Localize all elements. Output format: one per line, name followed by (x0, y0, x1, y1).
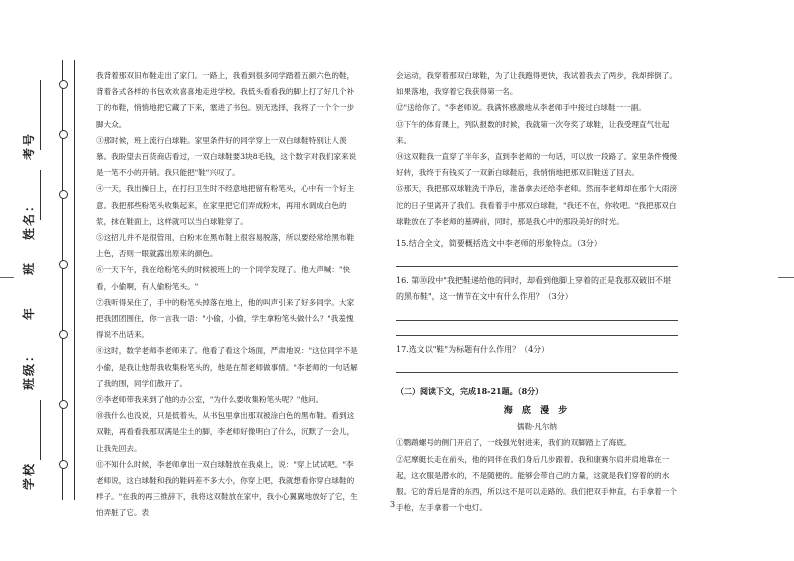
story-paragraph: ⑩我什么也没说，只是低着头，从书包里拿出那双被涂白色的黑布鞋。看到这双鞋，再看看我那双满是尘土的脚，李老师好像明白了什么，沉默了一会儿，让我先回去。 (96, 411, 355, 453)
story-paragraph: ⑬下午的体育课上，列队报数的时候，我就第一次夸奖了球鞋，让我受理直气壮起来。 (396, 119, 670, 145)
story-paragraph: ⑮那天，我把那双球鞋洗干净后，准备拿去还给李老师。然而李老师却在那个大雨滂沱的日子里离开了我们。我看着手中那双白球鞋，"我还不在，你收吧。"我把那双白球鞋放在了李老师的墓碑前，同时，那是我心中的那段美好的时光。 (396, 184, 677, 226)
scan-mark-right (778, 277, 794, 278)
answer-line[interactable] (396, 320, 678, 321)
story-paragraph: ④一天，我出操日上，在打扫卫生时不经意地把留有粉笔头，心中有一个好主意。我把那些粉笔头收集起来，在家里把它们弄成粉末，再用水调成白色的浆，抹在鞋面上，这样就可以当白球鞋穿了。 (96, 184, 355, 226)
story-paragraph: ⑨李老师带我来到了他的办公室，"为什么要收集粉笔头呢？"他问。 (96, 395, 324, 405)
binding-hole (59, 130, 68, 139)
story-paragraph: ⑥一天下午，我在给粉笔头的时候被班上的一个同学发现了。他大声喊："快看，小偷啊，有人偷粉笔头。" (96, 265, 351, 291)
name-label: 姓名： (22, 197, 36, 240)
reading-paragraph: ①鹦鹉螺号的侧门开启了，一线强光射进来，我们的双脚踏上了海底。 (396, 438, 632, 448)
story-paragraph: ⑭这双鞋我一直穿了半年多，直到李老师的一句话，可以放一段路了。家里条件慢慢好转，我终于有钱买了一双新白球鞋后，我悄悄地把那双旧鞋送了回去。 (396, 152, 677, 178)
exam-number-blank[interactable] (40, 80, 41, 150)
question-17: 17.选文以"鞋"为标题有什么作用？（4分） (396, 344, 550, 354)
page-number: 3 (390, 500, 396, 509)
story-paragraph: 会运动，我穿着那双白球鞋，为了让我跑得更快，我试着我去了两步，我却摔倒了。如果落地，我穿着它我获得第一名。 (396, 71, 677, 97)
answer-line[interactable] (396, 372, 678, 373)
answer-line[interactable] (396, 335, 678, 336)
question-16: 16. 第⑩段中"我把鞋递给他的同时，却看到他脚上穿着的正是我那双破旧不堪的黑布鞋"，这一情节在文中有什么作用？（3分） (396, 276, 671, 302)
story-paragraph: ⑪不知什么时候，李老师拿出一双白球鞋放在我桌上，说："穿上试试吧。"李老师说，这白球鞋和我的鞋码差不多大小，你穿上吧，我就想看你穿白球鞋的样子。"在我的再三推辞下，我将这双鞋放在家中，我小心翼翼地放好了它，生怕弄脏了它。表 (96, 459, 358, 518)
binding-margin (18, 60, 90, 500)
scan-mark-left (0, 277, 14, 278)
section-heading: （二）阅读下文，完成18-21题。（8分） (396, 385, 544, 396)
class-char: 班 (22, 260, 36, 275)
binding-line (62, 60, 63, 500)
binding-hole (59, 80, 68, 89)
reading-paragraph: ②尼摩艇长走在前头，他的同伴在我们身后几步跟着。我和康赛尔肩并肩地靠在一起，这衣服是潜水的，不是随便的。能够会带自己的力量，这就是我们穿着的的水服。它的背后是背的东西，所以这不是可以走路的。我们把双手伸直，右手拿着一个手枪，左手拿着一个电灯。 (396, 454, 677, 513)
binding-hole (59, 400, 68, 409)
story-paragraph: ⑧这时，数学老师李老师来了。他看了看这个场面，严肃地说："这位同学不是小偷，是我让他帮我收集粉笔头的，他是在帮老师做事情。"李老师的一句话解了我的围，同学们散开了。 (96, 346, 358, 388)
reading-author: 儒勒·凡尔纳 (517, 422, 557, 432)
left-column (96, 68, 358, 522)
reading-title: 海 底 漫 步 (503, 406, 571, 417)
answer-line[interactable] (396, 266, 678, 267)
binding-hole (59, 460, 68, 469)
story-paragraph: ⑦我听得呆住了，手中的粉笔头掉落在地上，他的叫声引来了好多同学。大家把我团团围住，你一言我一语："小偷，小偷，学生拿粉笔头做什么？"我羞愧得说不出话来。 (96, 297, 355, 340)
right-column (396, 68, 678, 516)
story-paragraph: 我背着那双旧布鞋走出了家门。一路上，我看到很多同学踏着五颜六色的鞋，背着各式各样的书包欢欢喜喜地走进学校。我低头看看我的脚上打了好几个补丁的布鞋，悄悄地把它藏了下来，塞进了书包。别无选择，我将了一个个一步脚大众。 (96, 71, 355, 129)
binding-hole (59, 260, 68, 269)
binding-hole (59, 330, 68, 339)
story-paragraph: ⑤这招儿并不是很管用，白粉末在黑布鞋上很容易脱落，所以要经常给黑布鞋上色，否则一眼就露出原来的颜色。 (96, 233, 355, 259)
class-label: 班级： (22, 347, 36, 390)
name-blank[interactable] (40, 170, 41, 220)
question-15: 15.结合全文，简要概括选文中李老师的形象特点。（3分） (396, 239, 602, 249)
binding-line-outer (74, 60, 75, 500)
school-blank[interactable] (40, 400, 41, 460)
exam-number-label: 考号 (22, 131, 36, 160)
grade-char: 年 (22, 305, 36, 320)
binding-hole (59, 190, 68, 199)
school-label: 学校 (22, 461, 36, 490)
story-paragraph: ⑫"送给你了。"李老师说。我满怀感激地从李老师手中接过白球鞋一一副。 (396, 103, 646, 113)
story-paragraph: ③那时候，班上流行白球鞋。家里条件好的同学穿上一双白球鞋特别让人羡慕。我盼望去百货商店看过，一双白球鞋要3块8毛钱，这个数字对我们家来说是一笔不小的开销。我只能把"鞋"兴叹了。 (96, 135, 357, 178)
